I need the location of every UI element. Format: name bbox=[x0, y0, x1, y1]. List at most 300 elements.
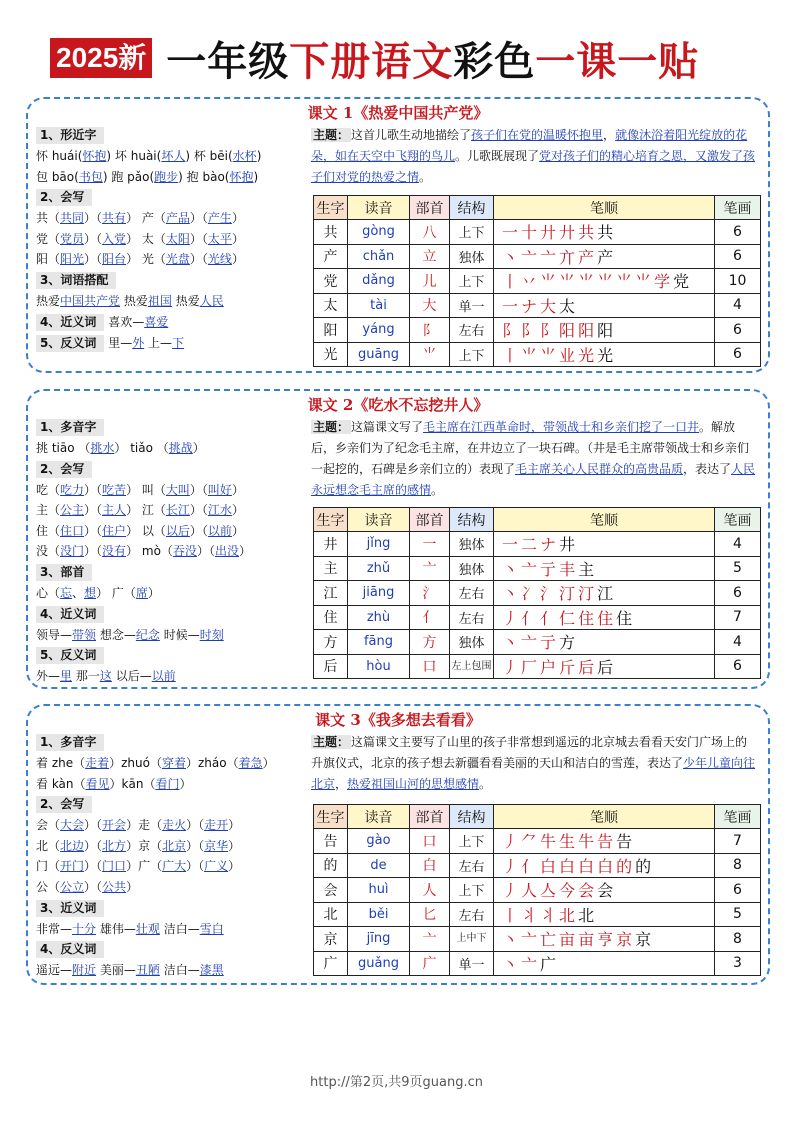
note-line bbox=[36, 229, 311, 250]
lesson-notes bbox=[36, 125, 311, 354]
section-heading: 4、近义词 bbox=[36, 606, 104, 623]
vocab-word: 纪念 bbox=[135, 627, 160, 642]
stroke-count-cell: 7 bbox=[715, 605, 761, 630]
pinyin-cell: gòng bbox=[348, 220, 410, 245]
vocab-word: 走着 bbox=[85, 756, 110, 770]
pinyin-cell: de bbox=[348, 853, 410, 878]
char-cell: 太 bbox=[314, 293, 348, 318]
structure-cell: 单一 bbox=[450, 293, 494, 318]
text-segment: ） 江（ bbox=[126, 503, 166, 518]
text-segment: 包 bāo( bbox=[36, 169, 79, 184]
radical-cell: 一 bbox=[410, 532, 450, 557]
stroke-step: 丶 bbox=[502, 954, 522, 974]
stroke-step: 丿 bbox=[502, 657, 522, 677]
note-line bbox=[36, 521, 311, 542]
note-line bbox=[36, 856, 311, 877]
text-segment: 公（ bbox=[36, 879, 61, 894]
text-segment: ）（ bbox=[189, 523, 208, 538]
vocab-word: 走火 bbox=[162, 818, 187, 833]
vocab-word: 大会 bbox=[60, 818, 85, 833]
radical-cell: 匕 bbox=[410, 902, 450, 927]
header-bushou: 部首 bbox=[410, 508, 450, 532]
note-line bbox=[36, 291, 311, 312]
stroke-step: 丿 bbox=[502, 832, 522, 852]
title-part-2: 下册语文 bbox=[289, 37, 454, 85]
text-segment: ) 坏 huài( bbox=[106, 149, 162, 163]
stroke-step: 亠 bbox=[521, 930, 541, 950]
vocab-word: 太平 bbox=[207, 231, 232, 246]
text-segment: 。 bbox=[419, 170, 432, 184]
stroke-step: 告 bbox=[597, 832, 617, 852]
stroke-step: 主 bbox=[578, 559, 598, 579]
text-segment: 这首儿歌生动地描绘了 bbox=[351, 128, 472, 142]
stroke-step: 的 bbox=[616, 856, 636, 876]
stroke-step: 氵 bbox=[540, 584, 560, 604]
section-heading: 5、反义词 bbox=[36, 335, 104, 352]
stroke-step: 亩 bbox=[578, 930, 598, 950]
text-segment: ）（ bbox=[84, 838, 103, 853]
vocab-word: 下 bbox=[172, 335, 185, 350]
text-segment: 。 bbox=[431, 483, 444, 497]
stroke-step: 阳 bbox=[578, 321, 598, 341]
stroke-step: 白 bbox=[540, 856, 560, 876]
stroke-step: 白 bbox=[559, 856, 579, 876]
stroke-step: 光 bbox=[578, 345, 598, 365]
structure-cell: 单一 bbox=[450, 951, 494, 976]
text-segment: ） 光（ bbox=[126, 252, 166, 267]
text-segment: ）zháo（ bbox=[186, 756, 239, 770]
header-jiegou: 结构 bbox=[450, 805, 494, 829]
stroke-order-cell bbox=[494, 342, 715, 367]
stroke-step: ⺌ bbox=[540, 345, 560, 365]
stroke-step: 亠 bbox=[521, 559, 541, 579]
text-segment: ） bbox=[228, 838, 241, 853]
vocab-word: 水杯 bbox=[232, 149, 257, 163]
table-row bbox=[314, 293, 761, 318]
stroke-order-cell bbox=[494, 878, 715, 903]
page-footer: http://第2页,共9页guang.cn bbox=[310, 1075, 483, 1090]
stroke-step: 共 bbox=[597, 223, 617, 243]
vocab-word: 开会 bbox=[102, 818, 127, 833]
title-part-1: 一年级 bbox=[166, 37, 290, 85]
stroke-step: ⺌ bbox=[616, 272, 636, 292]
text-segment: 里— bbox=[108, 335, 133, 350]
stroke-step: 亣 bbox=[559, 247, 579, 267]
vocab-word: 门口 bbox=[102, 859, 127, 874]
vocab-word: 共有 bbox=[102, 211, 127, 226]
vocab-word: 入党 bbox=[102, 231, 127, 246]
char-cell: 阳 bbox=[314, 318, 348, 343]
vocab-word: 雪白 bbox=[199, 921, 224, 936]
stroke-step: 阝 bbox=[521, 321, 541, 341]
stroke-step: ⺌ bbox=[521, 345, 541, 365]
vocab-word: 毛主席在江西革命时，带领战士和乡亲们挖了一口井 bbox=[423, 420, 700, 434]
stroke-step: 厂 bbox=[521, 657, 541, 677]
table-row bbox=[314, 342, 761, 367]
text-segment: ）（ bbox=[84, 544, 103, 559]
stroke-order-cell bbox=[494, 853, 715, 878]
note-line bbox=[36, 877, 311, 898]
text-segment: ）走（ bbox=[126, 818, 163, 833]
title-part-4: 一课一贴 bbox=[535, 37, 700, 85]
text-segment: ）（ bbox=[186, 818, 205, 833]
text-segment: 共（ bbox=[36, 211, 61, 226]
header-bushou: 部首 bbox=[410, 196, 450, 220]
text-segment: ） bbox=[179, 776, 192, 791]
vocab-word: 里 bbox=[60, 669, 73, 684]
char-cell: 党 bbox=[314, 269, 348, 294]
section-heading: 2、会写 bbox=[36, 796, 92, 813]
text-segment: ）（ bbox=[189, 503, 208, 518]
pinyin-cell: chǎn bbox=[348, 244, 410, 269]
section-heading: 1、形近字 bbox=[36, 127, 104, 144]
note-line bbox=[36, 815, 311, 836]
note-line bbox=[36, 249, 311, 270]
section-heading: 2、会写 bbox=[36, 189, 92, 206]
stroke-step: 共 bbox=[578, 223, 598, 243]
text-segment: ） 产（ bbox=[126, 211, 166, 226]
stroke-step: 阝 bbox=[502, 321, 522, 341]
pinyin-cell: guǎng bbox=[348, 951, 410, 976]
vocab-word: 祖国 bbox=[147, 293, 172, 308]
text-segment: 热爱 bbox=[120, 293, 148, 308]
vocab-word: 附近 bbox=[72, 963, 97, 978]
stroke-step: 今 bbox=[559, 881, 579, 901]
stroke-step: 亠 bbox=[521, 247, 541, 267]
vocab-word: 光盘 bbox=[165, 252, 190, 267]
stroke-step: 丶 bbox=[502, 247, 522, 267]
radical-cell: 大 bbox=[410, 293, 450, 318]
structure-cell: 左右 bbox=[450, 853, 494, 878]
text-segment: 雄伟— bbox=[96, 921, 136, 936]
vocab-word: 人民永远想念毛主席的感情 bbox=[311, 462, 756, 497]
stroke-order-cell bbox=[494, 293, 715, 318]
vocab-word: 党员 bbox=[60, 231, 85, 246]
stroke-step: 丬 bbox=[540, 905, 560, 925]
page-header bbox=[50, 34, 750, 85]
note-line bbox=[36, 583, 311, 604]
stroke-step: 汀 bbox=[578, 584, 598, 604]
structure-cell: 独体 bbox=[450, 556, 494, 581]
vocab-word: 广义 bbox=[204, 859, 229, 874]
stroke-count-cell: 6 bbox=[715, 220, 761, 245]
text-segment: ) 杯 bēi( bbox=[185, 149, 233, 163]
vocab-word: 挑水 bbox=[90, 441, 115, 455]
table-row bbox=[314, 581, 761, 606]
text-segment: 吃（ bbox=[36, 482, 61, 497]
text-segment: ）（ bbox=[189, 252, 208, 267]
text-segment: ） bbox=[231, 231, 244, 246]
vocab-word: 北边 bbox=[60, 838, 85, 853]
lesson-1-card bbox=[26, 97, 770, 373]
char-cell: 产 bbox=[314, 244, 348, 269]
table-row bbox=[314, 829, 761, 854]
stroke-step: 党 bbox=[673, 272, 693, 292]
stroke-step: 斤 bbox=[559, 657, 579, 677]
lesson-theme bbox=[311, 417, 759, 501]
vocab-word: 十分 bbox=[72, 921, 97, 936]
stroke-order-cell bbox=[494, 220, 715, 245]
section-row bbox=[36, 333, 311, 354]
table-row bbox=[314, 951, 761, 976]
stroke-step: 光 bbox=[597, 345, 617, 365]
vocab-word: 出没 bbox=[214, 544, 239, 559]
lesson-title: 课文 3《我多想去看看》 bbox=[315, 711, 481, 729]
note-line bbox=[36, 438, 311, 459]
text-segment: 阳（ bbox=[36, 252, 61, 267]
stroke-count-cell: 6 bbox=[715, 654, 761, 679]
stroke-order-cell bbox=[494, 556, 715, 581]
note-line bbox=[36, 625, 311, 646]
vocab-word: 广大 bbox=[162, 859, 187, 874]
text-segment: ） 以（ bbox=[126, 523, 166, 538]
pinyin-cell: guāng bbox=[348, 342, 410, 367]
theme-label: 主题： bbox=[313, 420, 350, 434]
stroke-step: 牛 bbox=[540, 832, 560, 852]
radical-cell: 立 bbox=[410, 244, 450, 269]
vocab-word: 穿着 bbox=[161, 756, 186, 770]
stroke-step: 后 bbox=[578, 657, 598, 677]
lesson-title: 课文 2《吃水不忘挖井人》 bbox=[307, 396, 489, 414]
text-segment: ) bbox=[256, 149, 262, 163]
header-bishun: 笔顺 bbox=[494, 196, 715, 220]
vocab-word: 主人 bbox=[102, 503, 127, 518]
stroke-step: ⺌ bbox=[578, 272, 598, 292]
stroke-step: ナ bbox=[521, 296, 541, 316]
char-cell: 共 bbox=[314, 220, 348, 245]
text-segment: ) 跑 pǎo( bbox=[102, 169, 155, 184]
table-row bbox=[314, 654, 761, 679]
page-title bbox=[166, 30, 699, 87]
lesson-title: 课文 1《热爱中国共产党》 bbox=[307, 104, 489, 122]
text-segment: ）（ bbox=[189, 211, 208, 226]
text-segment: ）（ bbox=[196, 544, 215, 559]
text-segment: ） mò（ bbox=[126, 544, 173, 559]
stroke-step: 丶 bbox=[502, 633, 522, 653]
stroke-order-cell bbox=[494, 581, 715, 606]
text-segment: ）（ bbox=[84, 252, 103, 267]
text-segment: 、 bbox=[72, 585, 85, 600]
note-line bbox=[36, 919, 311, 940]
section-row bbox=[36, 939, 311, 960]
vocab-word: 长江 bbox=[165, 503, 190, 518]
structure-cell: 上下 bbox=[450, 342, 494, 367]
structure-cell: 上中下 bbox=[450, 927, 494, 952]
text-segment: 心（ bbox=[36, 585, 61, 600]
radical-cell: 人 bbox=[410, 878, 450, 903]
stroke-order-cell bbox=[494, 654, 715, 679]
section-row bbox=[36, 459, 311, 480]
stroke-order-cell bbox=[494, 269, 715, 294]
text-segment: ）广（ bbox=[126, 859, 163, 874]
stroke-step: 十 bbox=[521, 223, 541, 243]
char-cell: 后 bbox=[314, 654, 348, 679]
text-segment: 北（ bbox=[36, 838, 61, 853]
text-segment: ） tiǎo （ bbox=[114, 441, 169, 455]
section-heading: 1、多音字 bbox=[36, 419, 104, 436]
table-row bbox=[314, 902, 761, 927]
char-cell: 告 bbox=[314, 829, 348, 854]
stroke-step: 丨 bbox=[502, 905, 522, 925]
stroke-step: 业 bbox=[559, 345, 579, 365]
stroke-step: 会 bbox=[578, 881, 598, 901]
stroke-step: 丨 bbox=[502, 345, 522, 365]
structure-cell: 左右 bbox=[450, 902, 494, 927]
table-header-row bbox=[314, 508, 761, 532]
stroke-step: 亡 bbox=[540, 930, 560, 950]
note-line bbox=[36, 774, 311, 795]
stroke-order-cell bbox=[494, 605, 715, 630]
lesson-3-card bbox=[26, 704, 770, 985]
stroke-step: 亩 bbox=[559, 930, 579, 950]
text-segment: ） bbox=[231, 211, 244, 226]
stroke-step: 亍 bbox=[540, 559, 560, 579]
stroke-step: 廾 bbox=[540, 223, 560, 243]
stroke-count-cell: 6 bbox=[715, 244, 761, 269]
vocab-word: 开门 bbox=[60, 859, 85, 874]
stroke-step: 白 bbox=[578, 856, 598, 876]
text-segment: ）（ bbox=[84, 859, 103, 874]
note-line bbox=[36, 666, 311, 687]
vocab-word: 公主 bbox=[60, 503, 85, 518]
header-zi: 生字 bbox=[314, 508, 348, 532]
text-segment: ）（ bbox=[189, 231, 208, 246]
stroke-step: 亻 bbox=[521, 608, 541, 628]
vocab-word: 丑陋 bbox=[135, 963, 160, 978]
vocab-word: 住口 bbox=[60, 523, 85, 538]
text-segment: ） bbox=[147, 585, 160, 600]
stroke-step: ナ bbox=[540, 535, 560, 555]
section-heading: 3、近义词 bbox=[36, 900, 104, 917]
radical-cell: 氵 bbox=[410, 581, 450, 606]
text-segment: 洁白— bbox=[159, 963, 200, 978]
vocab-word: 忘 bbox=[60, 585, 73, 600]
vocab-word: 没有 bbox=[102, 544, 127, 559]
stroke-order-cell bbox=[494, 318, 715, 343]
text-segment: 没（ bbox=[36, 544, 61, 559]
section-row bbox=[36, 187, 311, 208]
vocab-word: 挑战 bbox=[168, 441, 193, 455]
text-segment: 。 bbox=[479, 777, 492, 791]
text-segment: 。儿歌既展现了 bbox=[455, 149, 540, 163]
radical-cell: 广 bbox=[410, 951, 450, 976]
text-segment: 党（ bbox=[36, 231, 61, 246]
text-segment: 热爱 bbox=[36, 293, 61, 308]
stroke-step: 亼 bbox=[540, 881, 560, 901]
text-segment: 怀 huái( bbox=[36, 149, 83, 163]
stroke-step: 廾 bbox=[559, 223, 579, 243]
structure-cell: 左右 bbox=[450, 605, 494, 630]
stroke-count-cell: 6 bbox=[715, 581, 761, 606]
pinyin-cell: huì bbox=[348, 878, 410, 903]
text-segment: ） 叫（ bbox=[126, 482, 166, 497]
structure-cell: 上下 bbox=[450, 220, 494, 245]
text-segment: 这篇课文主要写了山里的孩子非常想到遥远的北京城去看看天安门广场上的升旗仪式，北京的孩子想去新疆看看美丽的天山和洁白的雪莲，表达了 bbox=[311, 735, 748, 770]
stroke-step: 住 bbox=[616, 608, 636, 628]
title-part-3: 彩色 bbox=[453, 37, 536, 85]
text-segment: ）（ bbox=[84, 231, 103, 246]
stroke-step: 太 bbox=[559, 296, 579, 316]
section-heading: 1、多音字 bbox=[36, 734, 104, 751]
text-segment: 住（ bbox=[36, 523, 61, 538]
stroke-step: 广 bbox=[540, 954, 560, 974]
char-cell: 主 bbox=[314, 556, 348, 581]
section-row bbox=[36, 562, 311, 583]
stroke-count-cell: 6 bbox=[715, 342, 761, 367]
stroke-step: 丿 bbox=[502, 881, 522, 901]
pinyin-cell: gào bbox=[348, 829, 410, 854]
text-segment: ）zhuó（ bbox=[109, 756, 162, 770]
text-segment: ）（ bbox=[84, 211, 103, 226]
vocab-word: 毛主席关心人民群众的高贵品质 bbox=[515, 462, 684, 476]
stroke-step: ⺌ bbox=[635, 272, 655, 292]
vocab-word: 叫好 bbox=[207, 482, 232, 497]
header-bishun: 笔顺 bbox=[494, 508, 715, 532]
text-segment: ） bbox=[192, 441, 205, 455]
stroke-order-cell bbox=[494, 630, 715, 655]
structure-cell: 上下 bbox=[450, 269, 494, 294]
stroke-count-cell: 3 bbox=[715, 951, 761, 976]
note-line bbox=[36, 146, 311, 167]
vocab-word: 中国共产党 bbox=[60, 293, 121, 308]
stroke-order-cell bbox=[494, 244, 715, 269]
table-row bbox=[314, 878, 761, 903]
radical-cell: 白 bbox=[410, 853, 450, 878]
vocab-word: 太阳 bbox=[165, 231, 190, 246]
stroke-step: 仁 bbox=[559, 608, 579, 628]
stroke-step: 北 bbox=[578, 905, 598, 925]
section-row bbox=[36, 898, 311, 919]
lesson-theme bbox=[311, 125, 759, 191]
text-segment: 主（ bbox=[36, 503, 61, 518]
header-bihua: 笔画 bbox=[715, 805, 761, 829]
note-line bbox=[36, 167, 311, 188]
pinyin-cell: yáng bbox=[348, 318, 410, 343]
text-segment: 遥远— bbox=[36, 963, 73, 978]
table-row bbox=[314, 927, 761, 952]
text-segment: ）（ bbox=[84, 523, 103, 538]
vocab-word: 少年儿童向往北京 bbox=[311, 756, 756, 791]
vocab-word: 光线 bbox=[207, 252, 232, 267]
vocab-word: 外 bbox=[132, 335, 145, 350]
text-segment: ）（ bbox=[84, 503, 103, 518]
structure-cell: 上下 bbox=[450, 878, 494, 903]
structure-cell: 左右 bbox=[450, 581, 494, 606]
text-segment: ） bbox=[231, 252, 244, 267]
text-segment: 想念— bbox=[96, 627, 136, 642]
stroke-step: 产 bbox=[578, 247, 598, 267]
stroke-step: 北 bbox=[559, 905, 579, 925]
stroke-step: 一 bbox=[502, 535, 522, 555]
stroke-count-cell: 8 bbox=[715, 853, 761, 878]
text-segment: ) bbox=[253, 169, 259, 184]
section-heading: 4、反义词 bbox=[36, 941, 104, 958]
section-heading: 4、近义词 bbox=[36, 314, 104, 331]
stroke-step: ⺈ bbox=[521, 832, 541, 852]
vocab-word: 书包 bbox=[78, 169, 103, 184]
stroke-step: 阳 bbox=[559, 321, 579, 341]
stroke-order-cell bbox=[494, 927, 715, 952]
vocab-word: 人民 bbox=[199, 293, 224, 308]
header-bushou: 部首 bbox=[410, 805, 450, 829]
note-line bbox=[36, 480, 311, 501]
stroke-step: 京 bbox=[616, 930, 636, 950]
stroke-count-cell: 6 bbox=[715, 878, 761, 903]
section-row bbox=[36, 645, 311, 666]
stroke-count-cell: 10 bbox=[715, 269, 761, 294]
stroke-step: 人 bbox=[521, 881, 541, 901]
stroke-step: 丶 bbox=[502, 559, 522, 579]
